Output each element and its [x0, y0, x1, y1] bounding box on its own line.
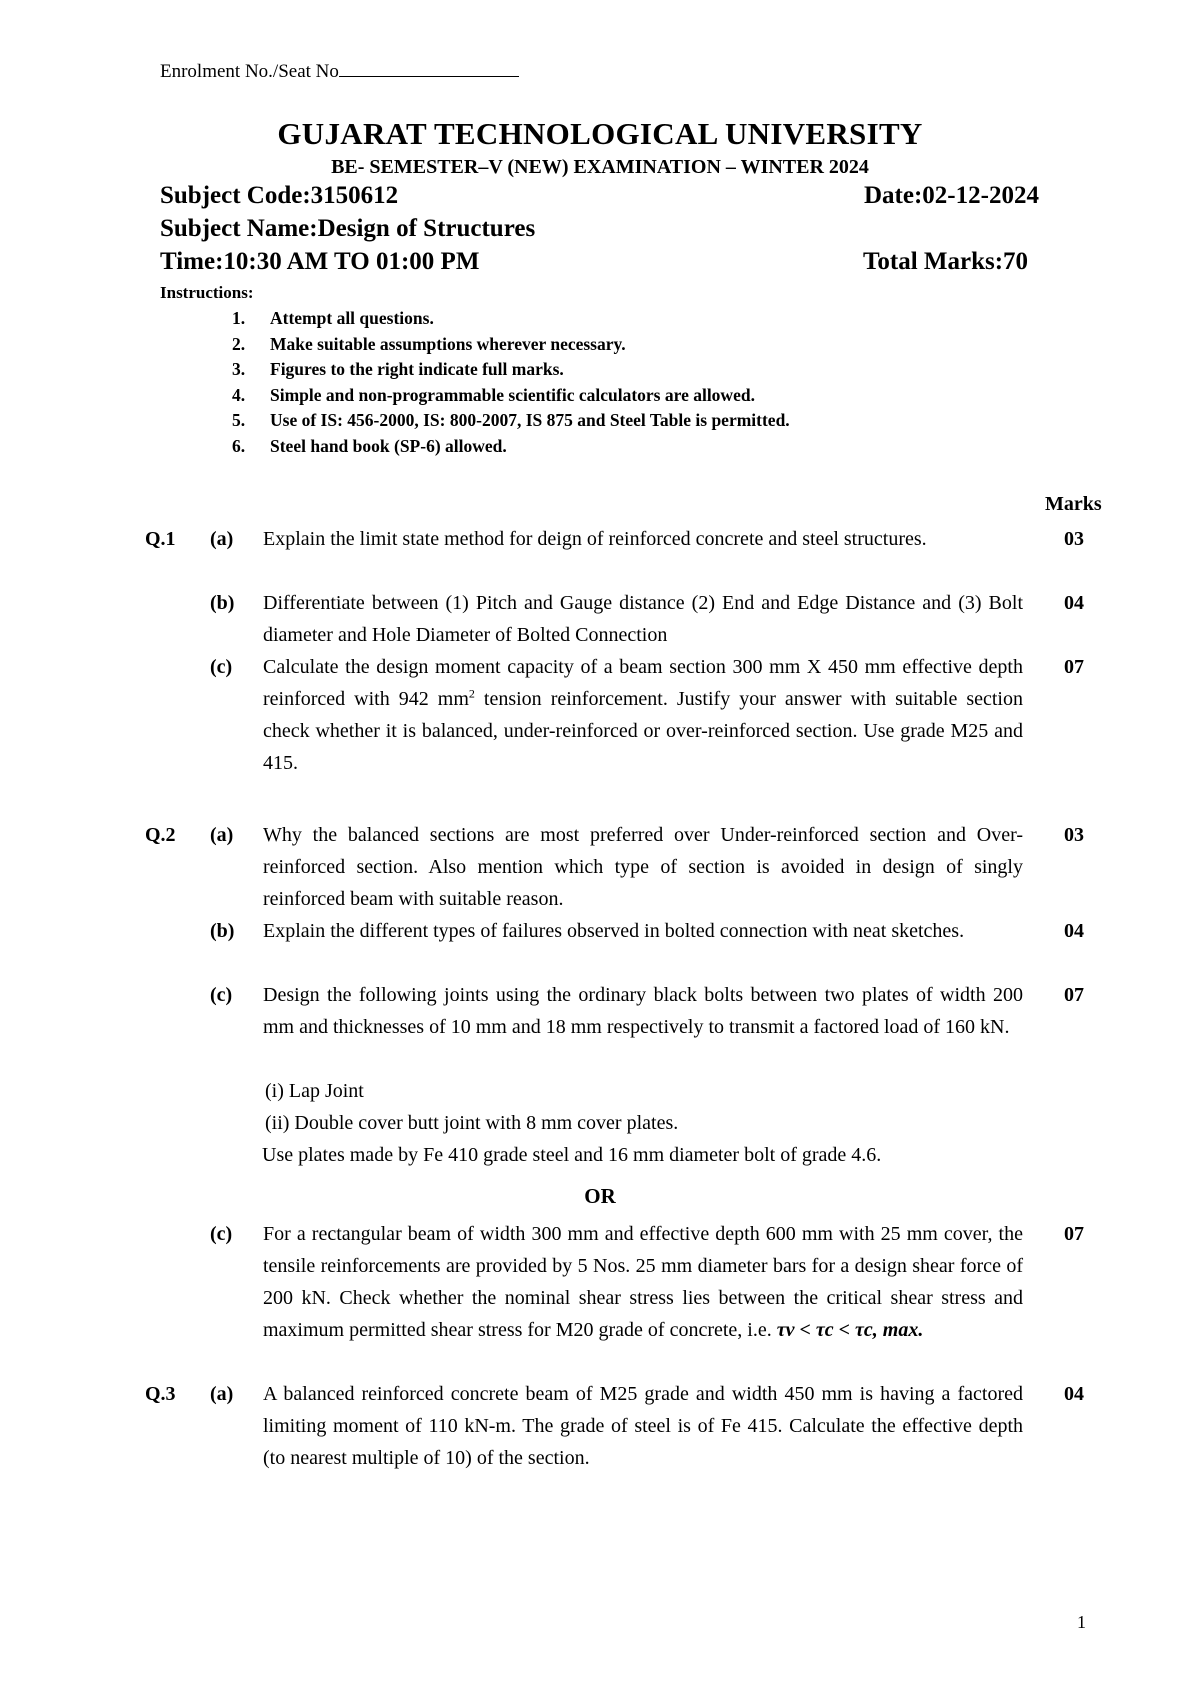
- question-number: Q.3: [145, 1383, 176, 1405]
- subject-name: Subject Name:Design of Structures: [160, 215, 536, 242]
- instruction-item: 6. Steel hand book (SP-6) allowed.: [232, 435, 507, 456]
- question-marks: 07: [1064, 1223, 1084, 1245]
- question-number: Q.2: [145, 824, 176, 846]
- exam-time: Time:10:30 AM TO 01:00 PM: [160, 248, 480, 275]
- question-part: (b): [210, 920, 235, 942]
- question-marks: 03: [1064, 528, 1084, 550]
- question-text: For a rectangular beam of width 300 mm and effective depth 600 mm with 25 mm cover, the tensile reinforcements are provided by 5 Nos. 25 mm diameter bars for a design shear force of 200 kN. Check whether the nominal shear stress lies between the critical shear stress and maximum permitted shear stress for M20 grade of concrete, i.e. τv < τc < τc, max.: [263, 1223, 1023, 1341]
- question-text: Calculate the design moment capacity of a beam section 300 mm X 450 mm effective depth reinforced with 942 $mm^2$ tension reinforcement. Justify your answer with suitable section check whether it is balanced, under-reinforced or over-reinforced section. Use grade M25 and 415.: [263, 656, 1023, 774]
- question-text: A balanced reinforced concrete beam of M25 grade and width 450 mm is having a factored limiting moment of 110 kN-m. The grade of steel is of Fe 415. Calculate the effective depth (to nearest multiple of 10) of the section.: [263, 1383, 1023, 1469]
- sub-item: (i) Lap Joint: [265, 1080, 364, 1102]
- instruction-item: 4. Simple and non-programmable scientific calculators are allowed.: [232, 384, 755, 405]
- question-part: (b): [210, 592, 235, 614]
- sub-item: (ii) Double cover butt joint with 8 mm cover plates.: [265, 1112, 679, 1134]
- exam-date: Date:02-12-2024: [864, 182, 1039, 209]
- instruction-item: 5. Use of IS: 456-2000, IS: 800-2007, IS 875 and Steel Table is permitted.: [232, 410, 790, 430]
- total-marks: Total Marks:70: [863, 248, 1029, 275]
- page-number: 1: [1077, 1612, 1086, 1632]
- question-part: (c): [210, 1223, 233, 1245]
- marks-column-heading: Marks: [1045, 493, 1102, 515]
- instructions-heading: Instructions:: [160, 283, 254, 302]
- enrolment-blank-line: [339, 60, 519, 77]
- question-text: Why the balanced sections are most preferred over Under-reinforced section and Over-reinforced section. Also mention which type of section is avoided in design of singly reinforced beam with suitable reason.: [263, 824, 1023, 910]
- question-part: (a): [210, 528, 234, 550]
- question-text: Differentiate between (1) Pitch and Gauge distance (2) End and Edge Distance and (3) Bolt diameter and Hole Diameter of Bolted Connection: [263, 592, 1023, 646]
- question-part: (a): [210, 1383, 234, 1405]
- question-marks: 04: [1064, 920, 1084, 942]
- question-marks: 03: [1064, 824, 1084, 846]
- instruction-item: 2. Make suitable assumptions wherever necessary.: [232, 333, 626, 354]
- instruction-item: 1. Attempt all questions.: [232, 308, 434, 328]
- question-text: Design the following joints using the ordinary black bolts between two plates of width 200 mm and thicknesses of 10 mm and 18 mm respectively to transmit a factored load of 160 kN.: [263, 984, 1023, 1038]
- question-text: Explain the different types of failures observed in bolted connection with neat sketches.: [263, 920, 965, 942]
- university-title: GUJARAT TECHNOLOGICAL UNIVERSITY: [277, 116, 923, 151]
- instruction-item: 3. Figures to the right indicate full marks.: [232, 359, 564, 379]
- question-marks: 04: [1064, 1383, 1084, 1405]
- question-part: (c): [210, 984, 233, 1006]
- question-part: (c): [210, 656, 233, 678]
- question-marks: 04: [1064, 592, 1084, 614]
- exam-title: BE- SEMESTER–V (NEW) EXAMINATION – WINTER 2024: [331, 156, 869, 178]
- question-marks: 07: [1064, 656, 1084, 678]
- instructions-list: [232, 306, 790, 459]
- question-part: (a): [210, 824, 234, 846]
- subject-code: Subject Code:3150612: [160, 182, 399, 209]
- question-number: Q.1: [145, 528, 176, 550]
- enrolment-field: [160, 60, 519, 83]
- question-note: Use plates made by Fe 410 grade steel and 16 mm diameter bolt of grade 4.6.: [262, 1144, 882, 1166]
- or-separator: OR: [584, 1184, 616, 1208]
- question-text: Explain the limit state method for deign of reinforced concrete and steel structures.: [263, 528, 927, 550]
- enrolment-label: Enrolment No./Seat No: [160, 61, 339, 82]
- question-marks: 07: [1064, 984, 1084, 1006]
